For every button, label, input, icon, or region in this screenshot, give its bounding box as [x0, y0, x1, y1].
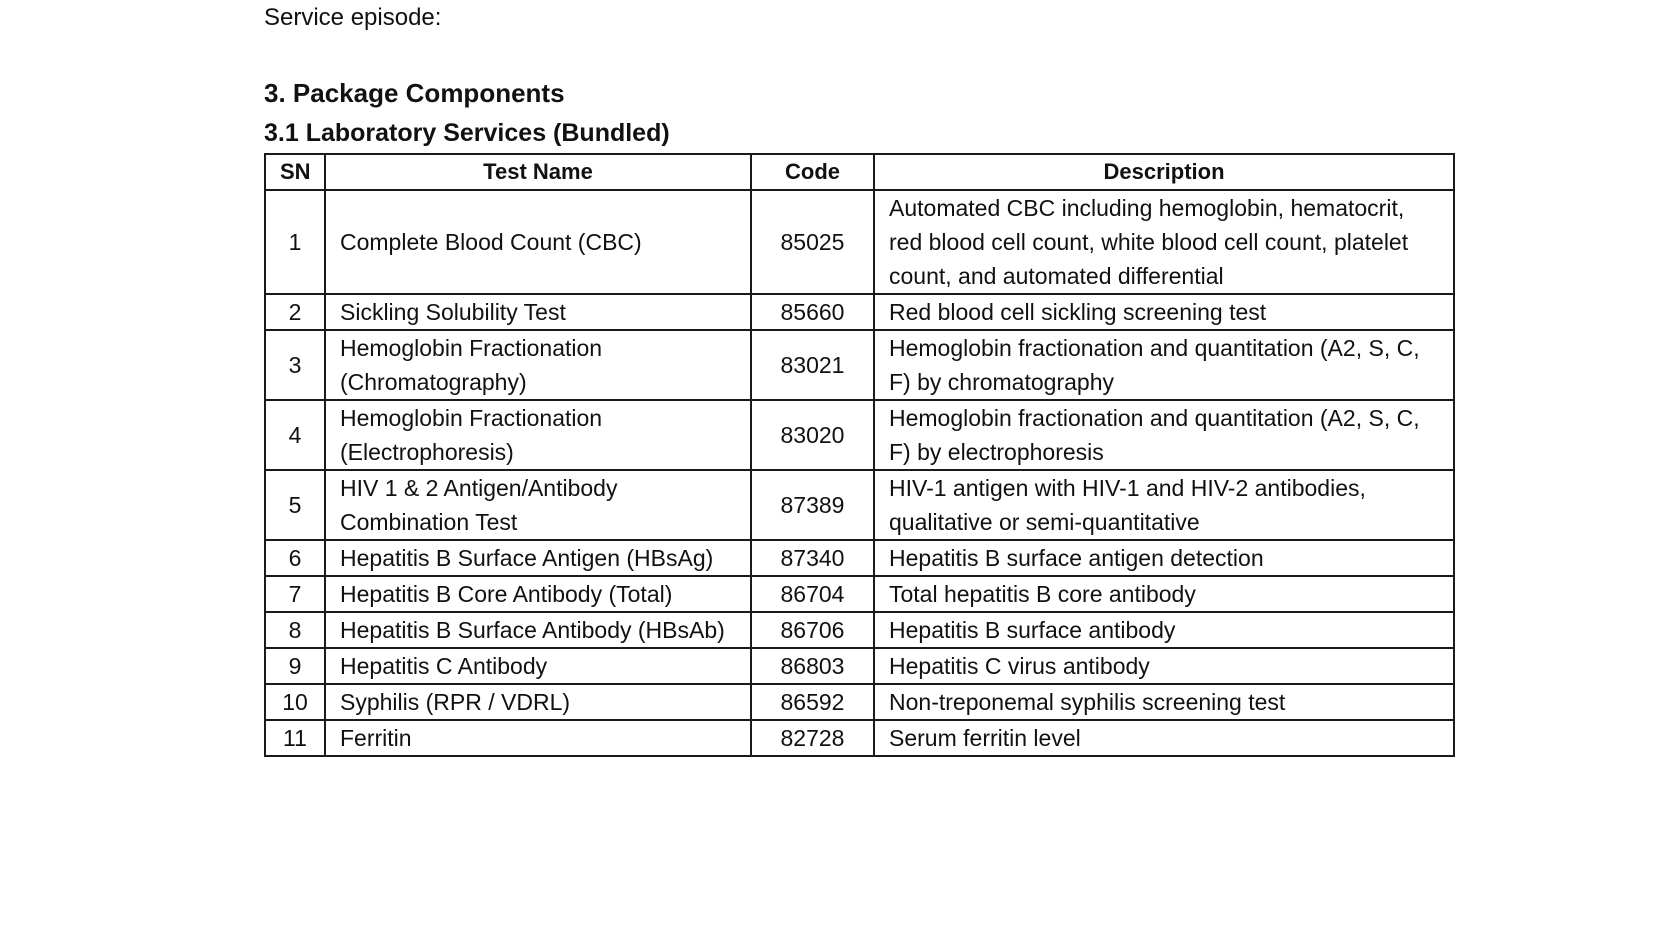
table-row: [265, 612, 1454, 648]
laboratory-services-table: [264, 153, 1455, 757]
cell-test-name: Hepatitis C Antibody: [325, 648, 751, 684]
table-row: [265, 330, 1454, 400]
subsection-title: 3.1 Laboratory Services (Bundled): [264, 119, 670, 147]
cell-description: Serum ferritin level: [874, 720, 1454, 756]
cell-description: Hemoglobin fractionation and quantitation (A2, S, C, F) by electrophoresis: [874, 400, 1454, 470]
cell-description: Red blood cell sickling screening test: [874, 294, 1454, 330]
cell-test-name: Hepatitis B Core Antibody (Total): [325, 576, 751, 612]
cell-code: 86706: [751, 612, 874, 648]
cell-test-name: Hepatitis B Surface Antigen (HBsAg): [325, 540, 751, 576]
cell-sn: 7: [265, 576, 325, 612]
table-row: [265, 648, 1454, 684]
cell-sn: 11: [265, 720, 325, 756]
section-title: 3. Package Components: [264, 78, 565, 108]
cell-sn: 4: [265, 400, 325, 470]
table-row: [265, 400, 1454, 470]
table-row: [265, 294, 1454, 330]
cell-code: 87389: [751, 470, 874, 540]
table-row: [265, 470, 1454, 540]
cell-code: 87340: [751, 540, 874, 576]
cell-code: 86592: [751, 684, 874, 720]
cell-test-name: Ferritin: [325, 720, 751, 756]
cell-test-name: HIV 1 & 2 Antigen/Antibody Combination Test: [325, 470, 751, 540]
cell-sn: 8: [265, 612, 325, 648]
cell-test-name: Complete Blood Count (CBC): [325, 190, 751, 294]
cell-code: 83020: [751, 400, 874, 470]
table-row: [265, 540, 1454, 576]
header-code: Code: [751, 154, 874, 190]
cell-sn: 5: [265, 470, 325, 540]
cell-test-name: Hemoglobin Fractionation (Electrophoresis): [325, 400, 751, 470]
cell-code: 85025: [751, 190, 874, 294]
cell-test-name: Sickling Solubility Test: [325, 294, 751, 330]
service-episode-label: Service episode:: [264, 4, 442, 31]
cell-description: Total hepatitis B core antibody: [874, 576, 1454, 612]
cell-code: 86803: [751, 648, 874, 684]
table-header-row: [265, 154, 1454, 190]
cell-code: 86704: [751, 576, 874, 612]
table-row: [265, 684, 1454, 720]
cell-description: Hemoglobin fractionation and quantitation (A2, S, C, F) by chromatography: [874, 330, 1454, 400]
cell-sn: 2: [265, 294, 325, 330]
cell-code: 83021: [751, 330, 874, 400]
cell-description: Hepatitis C virus antibody: [874, 648, 1454, 684]
cell-description: Hepatitis B surface antigen detection: [874, 540, 1454, 576]
cell-sn: 6: [265, 540, 325, 576]
cell-description: Automated CBC including hemoglobin, hematocrit, red blood cell count, white blood cell count, platelet count, and automated differential: [874, 190, 1454, 294]
cell-test-name: Hemoglobin Fractionation (Chromatography): [325, 330, 751, 400]
header-test-name: Test Name: [325, 154, 751, 190]
cell-test-name: Syphilis (RPR / VDRL): [325, 684, 751, 720]
cell-description: Hepatitis B surface antibody: [874, 612, 1454, 648]
cell-test-name: Hepatitis B Surface Antibody (HBsAb): [325, 612, 751, 648]
header-description: Description: [874, 154, 1454, 190]
table-row: [265, 190, 1454, 294]
cell-description: Non-treponemal syphilis screening test: [874, 684, 1454, 720]
cell-description: HIV-1 antigen with HIV-1 and HIV-2 antibodies, qualitative or semi-quantitative: [874, 470, 1454, 540]
cell-sn: 9: [265, 648, 325, 684]
cell-sn: 1: [265, 190, 325, 294]
table-row: [265, 576, 1454, 612]
table-row: [265, 720, 1454, 756]
cell-code: 82728: [751, 720, 874, 756]
cell-sn: 10: [265, 684, 325, 720]
cell-sn: 3: [265, 330, 325, 400]
header-sn: SN: [265, 154, 325, 190]
cell-code: 85660: [751, 294, 874, 330]
